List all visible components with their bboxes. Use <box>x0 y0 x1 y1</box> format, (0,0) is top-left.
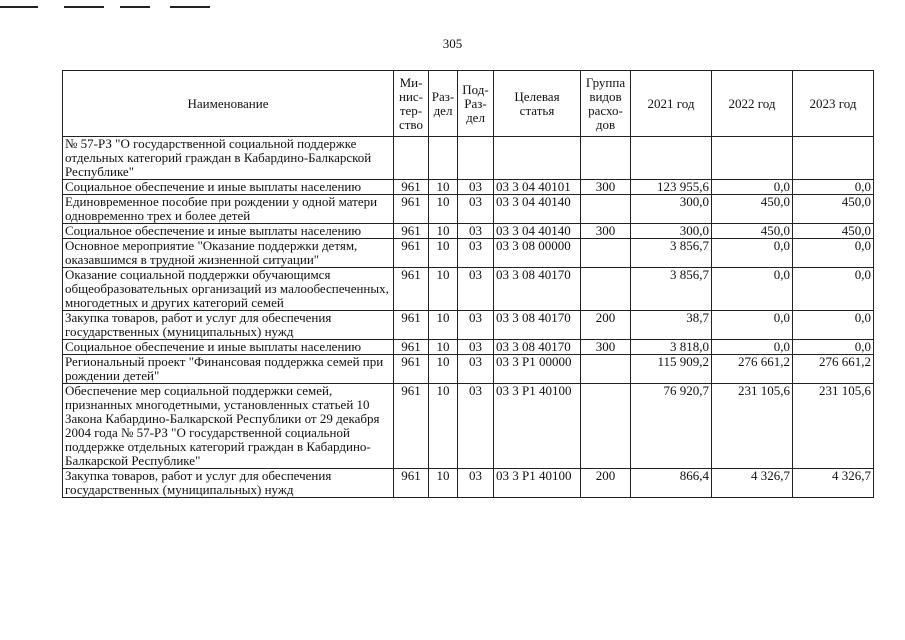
row-2021-cell: 3 856,7 <box>631 268 712 311</box>
row-target-cell: 03 3 08 40170 <box>494 340 581 355</box>
row-2023-cell: 276 661,2 <box>793 355 874 384</box>
row-2021-cell: 115 909,2 <box>631 355 712 384</box>
row-name-cell: Основное мероприятие "Оказание поддержки детям, оказавшимся в трудной жизненной ситуации" <box>63 239 394 268</box>
row-subsection-cell: 03 <box>458 268 494 311</box>
row-2023-cell: 0,0 <box>793 340 874 355</box>
row-subsection-cell: 03 <box>458 340 494 355</box>
row-2022-cell: 0,0 <box>712 311 793 340</box>
row-2022-cell: 0,0 <box>712 340 793 355</box>
row-subsection-cell <box>458 137 494 180</box>
row-2021-cell: 3 818,0 <box>631 340 712 355</box>
row-group-cell: 300 <box>581 180 631 195</box>
row-target-cell: 03 3 04 40140 <box>494 224 581 239</box>
row-ministry-cell: 961 <box>394 180 429 195</box>
row-2023-cell: 4 326,7 <box>793 469 874 498</box>
header-2022: 2022 год <box>712 71 793 137</box>
row-group-cell <box>581 268 631 311</box>
page-number: 305 <box>442 36 463 51</box>
row-2021-cell: 300,0 <box>631 195 712 224</box>
row-subsection-cell: 03 <box>458 195 494 224</box>
row-2022-cell: 0,0 <box>712 239 793 268</box>
row-target-cell: 03 3 P1 40100 <box>494 469 581 498</box>
table-row <box>63 268 874 311</box>
row-ministry-cell: 961 <box>394 268 429 311</box>
row-subsection-cell: 03 <box>458 355 494 384</box>
row-subsection-cell: 03 <box>458 239 494 268</box>
row-name-cell: Социальное обеспечение и иные выплаты населению <box>63 340 394 355</box>
row-2021-cell: 866,4 <box>631 469 712 498</box>
header-section: Раз- дел <box>429 71 458 137</box>
row-section-cell: 10 <box>429 239 458 268</box>
header-subsection: Под- Раз- дел <box>458 71 494 137</box>
table-row <box>63 469 874 498</box>
table-row <box>63 384 874 469</box>
row-section-cell: 10 <box>429 384 458 469</box>
row-ministry-cell: 961 <box>394 239 429 268</box>
header-2021: 2021 год <box>631 71 712 137</box>
table-row <box>63 340 874 355</box>
row-name-cell: Закупка товаров, работ и услуг для обеспечения государственных (муниципальных) нужд <box>63 469 394 498</box>
row-ministry-cell: 961 <box>394 195 429 224</box>
row-2022-cell: 450,0 <box>712 224 793 239</box>
row-ministry-cell: 961 <box>394 311 429 340</box>
row-2022-cell: 231 105,6 <box>712 384 793 469</box>
row-2022-cell: 0,0 <box>712 268 793 311</box>
row-target-cell: 03 3 08 00000 <box>494 239 581 268</box>
table-row <box>63 239 874 268</box>
row-group-cell <box>581 195 631 224</box>
row-2023-cell <box>793 137 874 180</box>
row-2022-cell: 4 326,7 <box>712 469 793 498</box>
row-group-cell <box>581 355 631 384</box>
row-name-cell: Социальное обеспечение и иные выплаты населению <box>63 180 394 195</box>
row-name-cell: Оказание социальной поддержки обучающимся общеобразовательных организаций из малообеспеченных, многодетных и других категорий семей <box>63 268 394 311</box>
row-name-cell: Региональный проект "Финансовая поддержка семей при рождении детей" <box>63 355 394 384</box>
row-section-cell: 10 <box>429 311 458 340</box>
table-row <box>63 195 874 224</box>
row-subsection-cell: 03 <box>458 224 494 239</box>
row-group-cell: 200 <box>581 311 631 340</box>
row-target-cell: 03 3 08 40170 <box>494 268 581 311</box>
row-ministry-cell: 961 <box>394 340 429 355</box>
scan-artifact-line <box>64 6 104 8</box>
row-group-cell: 300 <box>581 340 631 355</box>
row-section-cell: 10 <box>429 340 458 355</box>
row-subsection-cell: 03 <box>458 311 494 340</box>
row-2021-cell: 123 955,6 <box>631 180 712 195</box>
header-ministry: Ми- нис- тер- ство <box>394 71 429 137</box>
scan-artifact-line <box>0 6 38 8</box>
row-section-cell: 10 <box>429 268 458 311</box>
row-2022-cell: 0,0 <box>712 180 793 195</box>
row-section-cell: 10 <box>429 224 458 239</box>
row-section-cell: 10 <box>429 469 458 498</box>
row-group-cell <box>581 239 631 268</box>
header-group: Группа видов расхо- дов <box>581 71 631 137</box>
row-target-cell: 03 3 08 40170 <box>494 311 581 340</box>
row-subsection-cell: 03 <box>458 384 494 469</box>
row-2023-cell: 450,0 <box>793 224 874 239</box>
row-ministry-cell: 961 <box>394 469 429 498</box>
row-target-cell: 03 3 P1 00000 <box>494 355 581 384</box>
scan-artifact-line <box>120 6 150 8</box>
row-target-cell: 03 3 04 40101 <box>494 180 581 195</box>
table-row <box>63 355 874 384</box>
row-2022-cell <box>712 137 793 180</box>
row-group-cell: 300 <box>581 224 631 239</box>
table-body <box>63 137 874 498</box>
row-section-cell: 10 <box>429 195 458 224</box>
row-ministry-cell: 961 <box>394 384 429 469</box>
row-ministry-cell <box>394 137 429 180</box>
row-name-cell: Социальное обеспечение и иные выплаты населению <box>63 224 394 239</box>
table-row <box>63 137 874 180</box>
table-row <box>63 311 874 340</box>
row-2021-cell: 76 920,7 <box>631 384 712 469</box>
row-target-cell: 03 3 04 40140 <box>494 195 581 224</box>
table-header-row <box>63 71 874 137</box>
row-name-cell: № 57-РЗ "О государственной социальной поддержке отдельных категорий граждан в Кабардино-Балкарской Республике" <box>63 137 394 180</box>
row-2021-cell: 300,0 <box>631 224 712 239</box>
scan-artifact-line <box>170 6 210 8</box>
row-section-cell: 10 <box>429 355 458 384</box>
row-2023-cell: 0,0 <box>793 239 874 268</box>
row-section-cell <box>429 137 458 180</box>
row-group-cell <box>581 137 631 180</box>
row-name-cell: Единовременное пособие при рождении у одной матери одновременно трех и более детей <box>63 195 394 224</box>
row-name-cell: Обеспечение мер социальной поддержки семей, признанных многодетными, установленных статьей 10 Закона Кабардино-Балкарской Республики от 29 декабря 2004 года № 57-РЗ "О государственной социальной поддержке отдельных категорий граждан в Кабардино-Балкарской Республике" <box>63 384 394 469</box>
row-ministry-cell: 961 <box>394 355 429 384</box>
row-subsection-cell: 03 <box>458 469 494 498</box>
row-2023-cell: 0,0 <box>793 311 874 340</box>
row-2021-cell <box>631 137 712 180</box>
row-2023-cell: 0,0 <box>793 180 874 195</box>
row-2023-cell: 0,0 <box>793 268 874 311</box>
budget-table <box>62 70 874 498</box>
row-target-cell <box>494 137 581 180</box>
row-2023-cell: 450,0 <box>793 195 874 224</box>
row-subsection-cell: 03 <box>458 180 494 195</box>
row-group-cell <box>581 384 631 469</box>
header-name: Наименование <box>63 71 394 137</box>
row-section-cell: 10 <box>429 180 458 195</box>
table-row <box>63 180 874 195</box>
row-target-cell: 03 3 P1 40100 <box>494 384 581 469</box>
row-2021-cell: 3 856,7 <box>631 239 712 268</box>
row-2023-cell: 231 105,6 <box>793 384 874 469</box>
row-group-cell: 200 <box>581 469 631 498</box>
row-name-cell: Закупка товаров, работ и услуг для обеспечения государственных (муниципальных) нужд <box>63 311 394 340</box>
row-2022-cell: 450,0 <box>712 195 793 224</box>
table-row <box>63 224 874 239</box>
header-target: Целевая статья <box>494 71 581 137</box>
row-2022-cell: 276 661,2 <box>712 355 793 384</box>
row-2021-cell: 38,7 <box>631 311 712 340</box>
header-2023: 2023 год <box>793 71 874 137</box>
row-ministry-cell: 961 <box>394 224 429 239</box>
